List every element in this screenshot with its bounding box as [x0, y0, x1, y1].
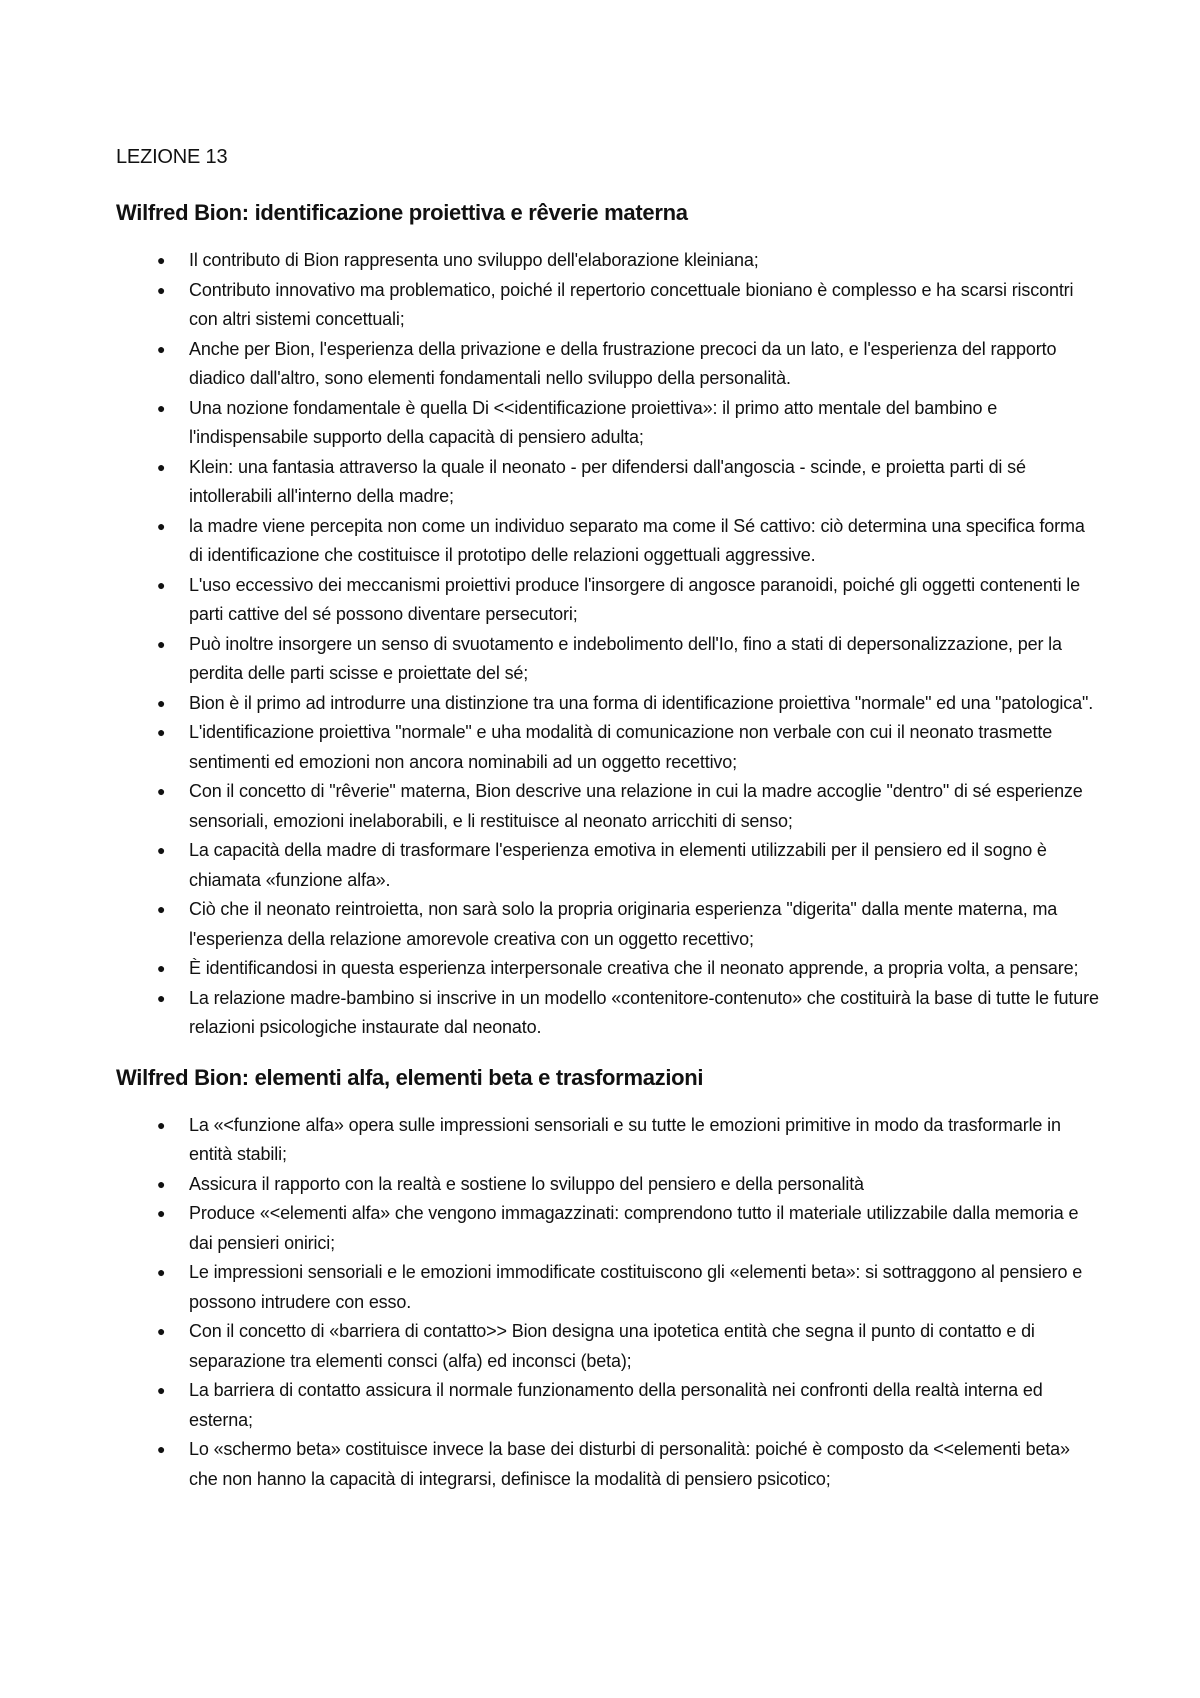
list-item — [157, 1111, 1100, 1170]
list-item — [157, 630, 1100, 689]
bullet-icon: ● — [157, 783, 166, 799]
bullet-icon: ● — [157, 1264, 166, 1280]
list-item — [157, 571, 1100, 630]
list-item-text: Ciò che il neonato reintroietta, non sarà solo la propria originaria esperienza "digerita" dalla mente materna, ma l'esperienza della relazione amorevole creativa con un oggetto recettivo; — [189, 899, 1058, 949]
list-item-text: Con il concetto di «barriera di contatto>> Bion designa una ipotetica entità che segna il punto di contatto e di separazione tra elementi consci (alfa) ed inconsci (beta); — [189, 1321, 1035, 1371]
list-item — [157, 1376, 1100, 1435]
lesson-title: LEZIONE 13 — [116, 146, 228, 168]
list-item — [157, 1317, 1100, 1376]
list-item — [157, 984, 1100, 1043]
bullet-icon: ● — [157, 1441, 166, 1457]
list-item-text: Il contributo di Bion rappresenta uno sviluppo dell'elaborazione kleiniana; — [189, 250, 759, 270]
bullet-icon: ● — [157, 1116, 166, 1133]
list-item-text: La barriera di contatto assicura il normale funzionamento della personalità nei confronti della realtà interna ed esterna; — [189, 1380, 1043, 1430]
list-item — [157, 453, 1100, 512]
bullet-list — [116, 246, 1100, 1043]
bullet-icon: ● — [157, 1323, 166, 1339]
bullet-icon: ● — [157, 724, 166, 740]
bullet-icon: ● — [157, 252, 166, 268]
list-item-text: È identificandosi in questa esperienza interpersonale creativa che il neonato apprende, a propria volta, a pensare; — [189, 958, 1079, 978]
bullet-icon: ● — [157, 842, 166, 858]
list-item-text: Assicura il rapporto con la realtà e sostiene lo sviluppo del pensiero e della personalità — [189, 1173, 864, 1194]
list-item — [157, 276, 1100, 335]
bullet-list — [116, 1111, 1100, 1495]
section-heading: Wilfred Bion: elementi alfa, elementi beta e trasformazioni — [116, 1064, 704, 1090]
list-item — [157, 777, 1100, 836]
section-identificazione-proiettiva — [116, 196, 1100, 1043]
list-item-text: Le impressioni sensoriali e le emozioni immodificate costituiscono gli «elementi beta»: si sottraggono al pensiero e possono intrudere con esso. — [189, 1262, 1083, 1312]
bullet-icon: ● — [157, 960, 166, 976]
list-item — [157, 836, 1100, 895]
section-elementi-alfa-beta — [116, 1061, 1100, 1495]
bullet-icon: ● — [157, 340, 166, 357]
bullet-icon: ● — [157, 517, 166, 534]
list-item-text: L'identificazione proiettiva "normale" e uha modalità di comunicazione non verbale con cui il neonato trasmette sentimenti ed emozioni non ancora nominabili ad un oggetto recettivo; — [189, 722, 1053, 772]
bullet-icon: ● — [157, 694, 166, 711]
list-item — [157, 718, 1100, 777]
list-item — [157, 1258, 1100, 1317]
list-item-text: Produce «<elementi alfa» che vengono immagazzinati: comprendono tutto il materiale utilizzabile dalla memoria e dai pensieri onirici; — [189, 1203, 1079, 1253]
list-item-text: Una nozione fondamentale è quella Di <<identificazione proiettiva»: il primo atto mentale del bambino e l'indispensabile supporto della capacità di pensiero adulta; — [189, 397, 998, 447]
list-item-text: La capacità della madre di trasformare l'esperienza emotiva in elementi utilizzabili per il pensiero ed il sogno è chiamata «funzione alfa». — [189, 840, 1047, 890]
list-item-text: Lo «schermo beta» costituisce invece la base dei disturbi di personalità: poiché è composto da <<elementi beta» che non hanno la capacità di integrarsi, definisce la modalità di pensiero psicotico; — [189, 1439, 1070, 1489]
bullet-icon: ● — [157, 458, 166, 475]
bullet-icon: ● — [157, 901, 166, 917]
list-item — [157, 895, 1100, 954]
list-item — [157, 335, 1100, 394]
list-item-text: La «<funzione alfa» opera sulle impressioni sensoriali e su tutte le emozioni primitive in modo da trasformarle in entità stabili; — [189, 1114, 1061, 1164]
list-item-text: Con il concetto di "rêverie" materna, Bion descrive una relazione in cui la madre accoglie "dentro" di sé esperienze sensoriali, emozioni inelaborabili, e li restituisce al neonato arricchiti di senso; — [189, 781, 1083, 831]
list-item — [157, 512, 1100, 571]
list-item — [157, 394, 1100, 453]
list-item-text: Contributo innovativo ma problematico, poiché il repertorio concettuale bioniano è complesso e ha scarsi riscontri con altri sistemi concettuali; — [189, 279, 1074, 329]
bullet-icon: ● — [157, 1175, 166, 1192]
list-item — [157, 246, 1100, 276]
bullet-icon: ● — [157, 281, 166, 298]
bullet-icon: ● — [157, 989, 166, 1006]
list-item-text: Bion è il primo ad introdurre una distinzione tra una forma di identificazione proiettiva "normale" ed una "patologica". — [189, 692, 1094, 713]
bullet-icon: ● — [157, 635, 166, 652]
list-item-text: Anche per Bion, l'esperienza della privazione e della frustrazione precoci da un lato, e l'esperienza del rapporto diadico dall'altro, sono elementi fondamentali nello sviluppo della personalità. — [189, 338, 1057, 388]
list-item — [157, 1170, 1100, 1200]
bullet-icon: ● — [157, 1382, 166, 1398]
list-item — [157, 689, 1100, 719]
list-item-text: L'uso eccessivo dei meccanismi proiettivi produce l'insorgere di angosce paranoidi, poiché gli oggetti contenenti le parti cattive del sé possono diventare persecutori; — [189, 574, 1080, 624]
bullet-icon: ● — [157, 1205, 166, 1221]
bullet-icon: ● — [157, 576, 166, 593]
list-item — [157, 954, 1100, 984]
list-item-text: Klein: una fantasia attraverso la quale il neonato - per difendersi dall'angoscia - scinde, e proietta parti di sé intollerabili all'interno della madre; — [189, 456, 1026, 506]
list-item-text: Può inoltre insorgere un senso di svuotamento e indebolimento dell'Io, fino a stati di depersonalizzazione, per la perdita delle parti scisse e proiettate del sé; — [189, 633, 1062, 683]
list-item — [157, 1435, 1100, 1494]
section-heading: Wilfred Bion: identificazione proiettiva e rêverie materna — [116, 200, 688, 225]
bullet-icon: ● — [157, 399, 166, 416]
list-item-text: la madre viene percepita non come un individuo separato ma come il Sé cattivo: ciò determina una specifica forma di identificazione che costituisce il prototipo delle relazioni oggettuali aggressive. — [189, 515, 1085, 565]
list-item — [157, 1199, 1100, 1258]
list-item-text: La relazione madre-bambino si inscrive in un modello «contenitore-contenuto» che costituirà la base di tutte le future relazioni psicologiche instaurate dal neonato. — [189, 987, 1099, 1037]
